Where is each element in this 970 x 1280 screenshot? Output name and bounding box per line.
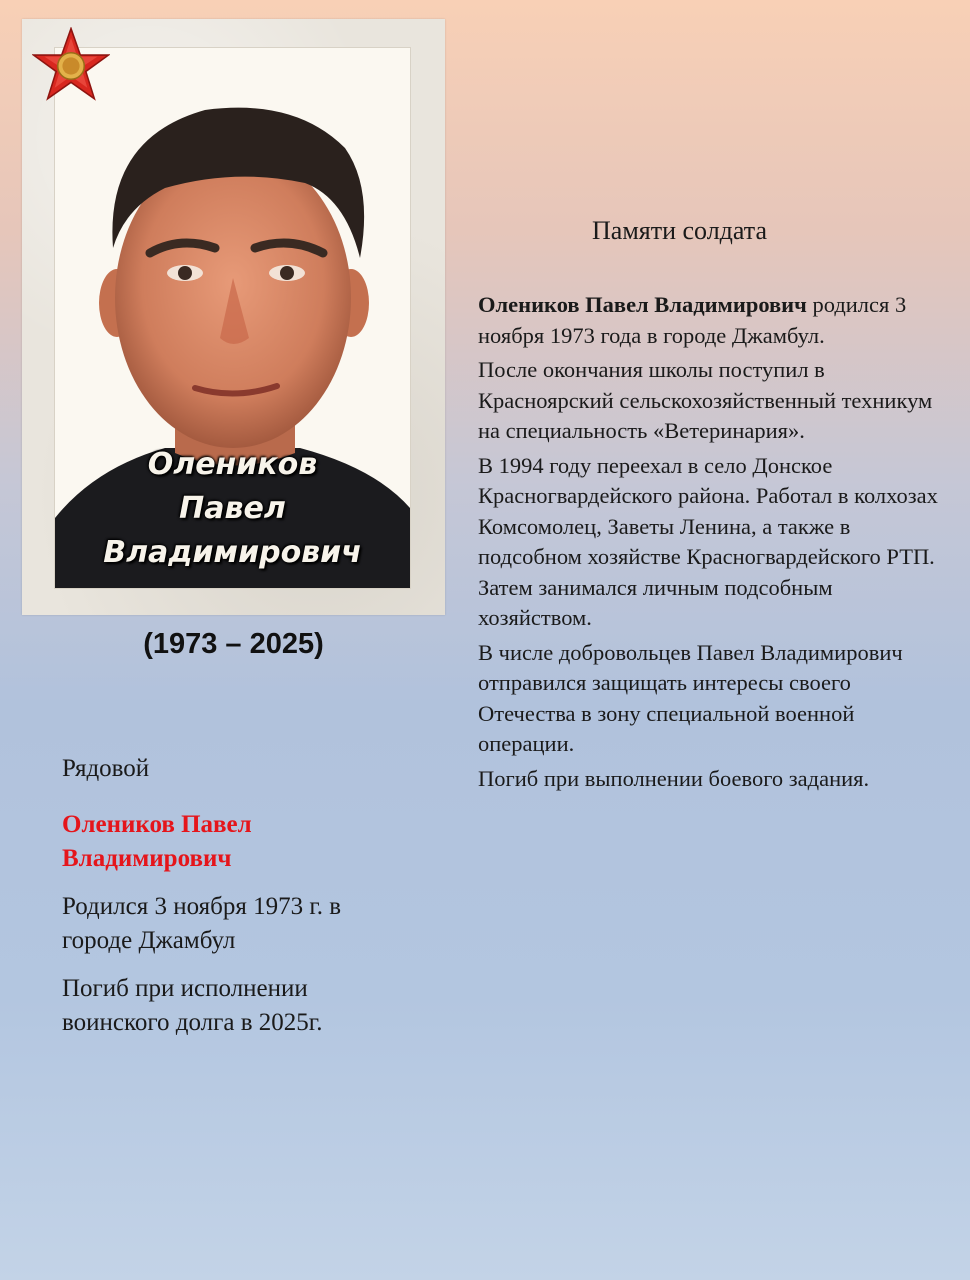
caption-first-name: Павел [179,491,286,526]
portrait-card [54,47,411,589]
bio-paragraph-2: После окончания школы поступил в Красноярский сельскохозяйственный техникум на специальность «Ветеринария». [478,357,933,443]
bio-birth-text: родился 3 ноября 1973 года в городе Джамбул. [478,292,907,348]
soldier-name: Олеников Павел Владимирович [62,811,252,872]
bio-paragraph-4: В числе добровольцев Павел Владимирович отправился защищать интересы своего Отечества в зону специальной военной операции. [478,639,903,756]
bio-paragraph-5: Погиб при выполнении боевого задания. [478,765,870,791]
biography-column [478,290,938,798]
summary-column [62,752,362,1054]
memorial-title: Памяти солдата [592,216,767,245]
life-years: (1973 – 2025) [143,628,324,660]
photo-frame [22,19,445,615]
bio-paragraph-1 [478,290,938,351]
portrait-caption [55,443,410,575]
death-info: Погиб при исполнении воинского долга в 2025г. [62,975,323,1036]
birth-info: Родился 3 ноября 1973 г. в городе Джамбул [62,893,342,954]
caption-patronymic: Владимирович [103,535,362,570]
caption-surname: Олеников [147,447,318,482]
bio-paragraph-3: В 1994 году переехал в село Донское Красногвардейского района. Работал в колхозах Комсомолец, Заветы Ленина, а также в подсобном хозяйстве Красногвардейского РТП. Затем занимался личным подсобным хозяйством. [478,452,938,630]
red-star-order-icon [32,27,110,105]
military-rank: Рядовой [62,755,150,782]
bio-name: Олеников Павел Владимирович [478,292,807,317]
